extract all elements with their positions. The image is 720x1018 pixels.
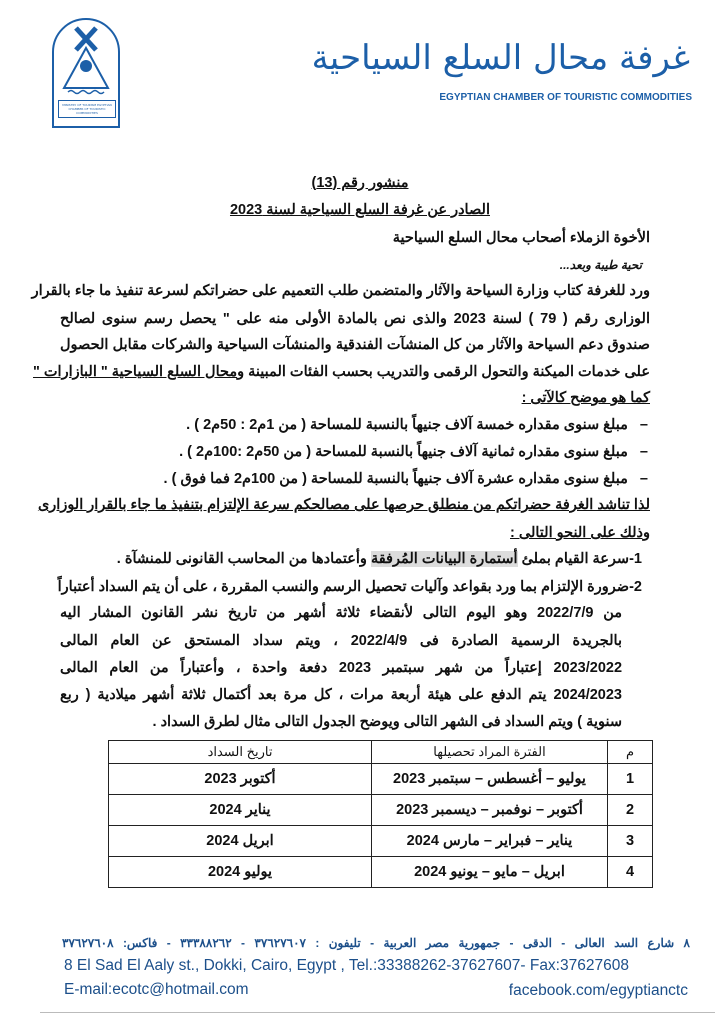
table-header: م الفترة المراد تحصيلها تاريخ السداد xyxy=(109,741,653,764)
footer-address-english: 8 El Sad El Aaly st., Dokki, Cairo, Egypt , Tel.:33388262-37627607- Fax:37627608 xyxy=(64,957,629,974)
brand-english: EGYPTIAN CHAMBER OF TOURISTIC COMMODITIES xyxy=(439,92,692,103)
item-2-line: 2024/2023 يتم الدفع على هيئة أربعة مرات ، كل مرة بعد أكتمال ثلاثة أشهر ميلادية ( ربع xyxy=(60,687,622,703)
greeting: تحية طيبة وبعد... xyxy=(559,258,642,272)
table-row: 1 يوليو – أغسطس – سبتمبر 2023 أكتوبر 2023 xyxy=(109,764,653,795)
payment-schedule-table xyxy=(108,740,653,888)
circular-number: منشور رقم (13) xyxy=(311,175,409,191)
item-2-line: بالجريدة الرسمية الصادرة فى 2022/4/9 ، ويتم سداد المستحق عن العام المالى xyxy=(60,633,623,649)
footer-facebook[interactable]: facebook.com/egyptianctc xyxy=(508,982,688,999)
table-row: 4 ابريل – مايو – يونيو 2024 يوليو 2024 xyxy=(109,857,653,888)
logo-emblem-icon xyxy=(54,20,118,100)
footer-divider xyxy=(40,1012,715,1013)
logo-caption: MINISTRY OF TOURISM EGYPTIAN CHAMBER OF TOURISTIC COMMODITIES xyxy=(58,100,116,118)
item-2-line: 2-ضرورة الإلتزام بما ورد بقواعد وآليات تحصيل الرسم والنسب المقررة ، على أن يتم السداد أعتباراً xyxy=(57,579,642,595)
item-2-line: 2023/2022 إعتباراً من شهر سبتمبر 2023 دفعة واحدة ، وأعتباراً من العام المالى xyxy=(60,660,623,676)
item-1: 1-سرعة القيام بملئ أستمارة البيانات المُرفقة وأعتمادها من المحاسب القانونى للمنشآة . xyxy=(116,551,642,567)
bullet-item: – مبلغ سنوى مقداره خمسة آلاف جنيهاً بالنسبة للمساحة ( من 1م2 : 50م2 ) . xyxy=(186,417,648,433)
item-2-line: من 2022/7/9 وهو اليوم التالى لأنقضاء ثلاثة أشهر من تاريخ نشر القانون المشار اليه xyxy=(60,605,622,621)
item-2-line: سنوية ) ويتم السداد فى الشهر التالى ويوضح الجدول التالى مثال لطرق السداد . xyxy=(152,714,622,730)
footer-address-arabic: ٨ شارع السد العالى - الدقى - جمهورية مصر العربية - تليفون : ٣٧٦٢٧٦٠٧ - ٣٣٣٨٨٢٦٢ - فاكس: ٣٧٦٢٧٦٠٨ xyxy=(62,936,690,950)
as-follows: كما هو موضح كالآتى : xyxy=(521,390,650,406)
para-line: الوزارى رقم ( 79 ) لسنة 2023 والذى نص بالمادة الأولى منه على " يحصل رسم سنوى لصالح xyxy=(60,311,650,327)
bullet-item: – مبلغ سنوى مقداره عشرة آلاف جنيهاً بالنسبة للمساحة ( من 100م2 فما فوق ) . xyxy=(163,471,648,487)
chamber-logo xyxy=(52,18,120,128)
para-line: ورد للغرفة كتاب وزارة السياحة والآثار والمتضمن طلب التعميم على حضراتكم لسرعة تنفيذ ما جاء بالقرار xyxy=(31,283,650,299)
table-row: 3 يناير – فبراير – مارس 2024 ابريل 2024 xyxy=(109,826,653,857)
addressee: الأخوة الزملاء أصحاب محال السلع السياحية xyxy=(392,230,650,246)
table-row: 2 أكتوبر – نوفمبر – ديسمبر 2023 يناير 2024 xyxy=(109,795,653,826)
appeal: لذا تناشد الغرفة حضراتكم من منطلق حرصها على مصالحكم سرعة الإلتزام بتنفيذ ما جاء بالقرار الوزارى xyxy=(37,497,650,513)
brand-arabic: غرفة محال السلع السياحية xyxy=(311,38,690,78)
manner: وذلك على النحو التالى : xyxy=(510,525,650,541)
para-line: صندوق دعم السياحة والآثار من كل المنشآت الفندقية والمنشآت السياحية والشركات مقابل الحصول xyxy=(60,337,650,353)
bullet-item: – مبلغ سنوى مقداره ثمانية آلاف جنيهاً بالنسبة للمساحة ( من 50م2 :100م2 ) . xyxy=(179,444,648,460)
circular-subtitle: الصادر عن غرفة السلع السياحية لسنة 2023 xyxy=(229,202,490,218)
para-line: على خدمات الميكنة والتحول الرقمى والتدريب بحسب الفئات المبينة ومحال السلع السياحية " البازارات " xyxy=(33,364,650,380)
footer-email[interactable]: E-mail:ecotc@hotmail.com xyxy=(64,981,249,998)
